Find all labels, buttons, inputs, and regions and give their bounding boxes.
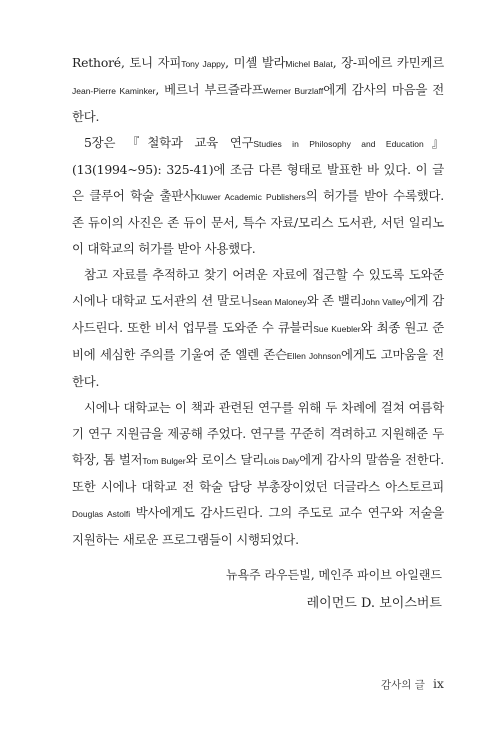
paragraph-1 [72,50,444,130]
text-run: 와 최종 원고 준비에 세심한 주의를 기울여 준 엘렌 존슨 [72,320,444,362]
original-name: John Valley [361,297,405,307]
paragraph-3 [72,262,444,395]
original-name: Tony Jappy [181,59,226,69]
text-run: 5장은 『철학과 교육 연구 [84,135,254,150]
text-run: 에게도 고마움을 전한다. [72,347,444,389]
text-run: 』(13(1994~95): 325-41)에 조금 다른 형태로 발표한 바 있다. 이 글은 클루어 학술 출판사 [72,135,444,203]
text-run: 에게 감사드린다. 또한 비서 업무를 도와준 수 큐블러 [72,293,444,335]
text-run: Rethoré [72,55,121,70]
original-name: Sean Maloney [252,297,307,307]
original-name: Werner Burzlaff [263,86,324,96]
page-number: ix [432,676,444,691]
text-run: 의 허가를 받아 수록했다. 존 듀이의 사진은 존 듀이 문서, 특수 자료/모리스 도서관, 서던 일리노이 대학교의 허가를 받아 사용했다. [72,188,444,256]
original-name: Ellen Johnson [286,351,341,361]
original-name: Lois Daly [263,456,300,466]
original-name: Douglas Astolfi [72,509,131,519]
original-name: Michel Balat [285,59,333,69]
text-run: , 토니 자피 [120,55,182,70]
page-footer [381,676,444,692]
acknowledgements-body [72,50,444,553]
text-run: , 미셸 발라 [225,55,286,70]
original-name: Tom Bulger [142,456,186,466]
text-run: 에게 감사의 마음을 전한다. [72,82,444,124]
text-run: 박사에게도 감사드린다. 그의 주도로 교수 연구와 저술을 지원하는 새로운 프로그램들이 시행되었다. [72,505,444,547]
text-run: 에게 감사의 말씀을 전한다. 또한 시에나 대학교 전 학술 담당 부총장이었던 더글라스 아스토르피 [72,452,444,494]
text-run: , 베르너 부르즐라프 [155,82,264,97]
original-name: Studies in Philosophy and Education [253,139,424,149]
text-run: 시에나 대학교는 이 책과 관련된 연구를 위해 두 차례에 걸쳐 여름학기 연구 지원금을 제공해 주었다. 연구를 꾸준히 격려하고 지원해준 두 학장, 톰 벌저 [72,400,444,467]
text-run: , 장-피에르 카민케르 [332,55,445,70]
text-run: 참고 자료를 추적하고 찾기 어려운 자료에 접근할 수 있도록 도와준 시에나 대학교 도서관의 션 말로니 [72,267,444,308]
original-name: Jean-Pierre Kaminker [72,86,156,96]
signature-place: 뉴욕주 라우든빌, 메인주 파이브 아일랜드 [225,568,442,582]
paragraph-2 [72,130,444,262]
original-name: Sue Kuebler [313,324,361,334]
paragraph-4 [72,395,444,553]
text-run: 와 로이스 달리 [185,452,264,467]
original-name: Kluwer Academic Publishers [194,192,306,202]
text-run: 와 존 밸리 [306,293,362,308]
footer-section-title: 감사의 글 [381,679,425,691]
signature-name: 레이먼드 D. 보이스버트 [306,596,442,611]
